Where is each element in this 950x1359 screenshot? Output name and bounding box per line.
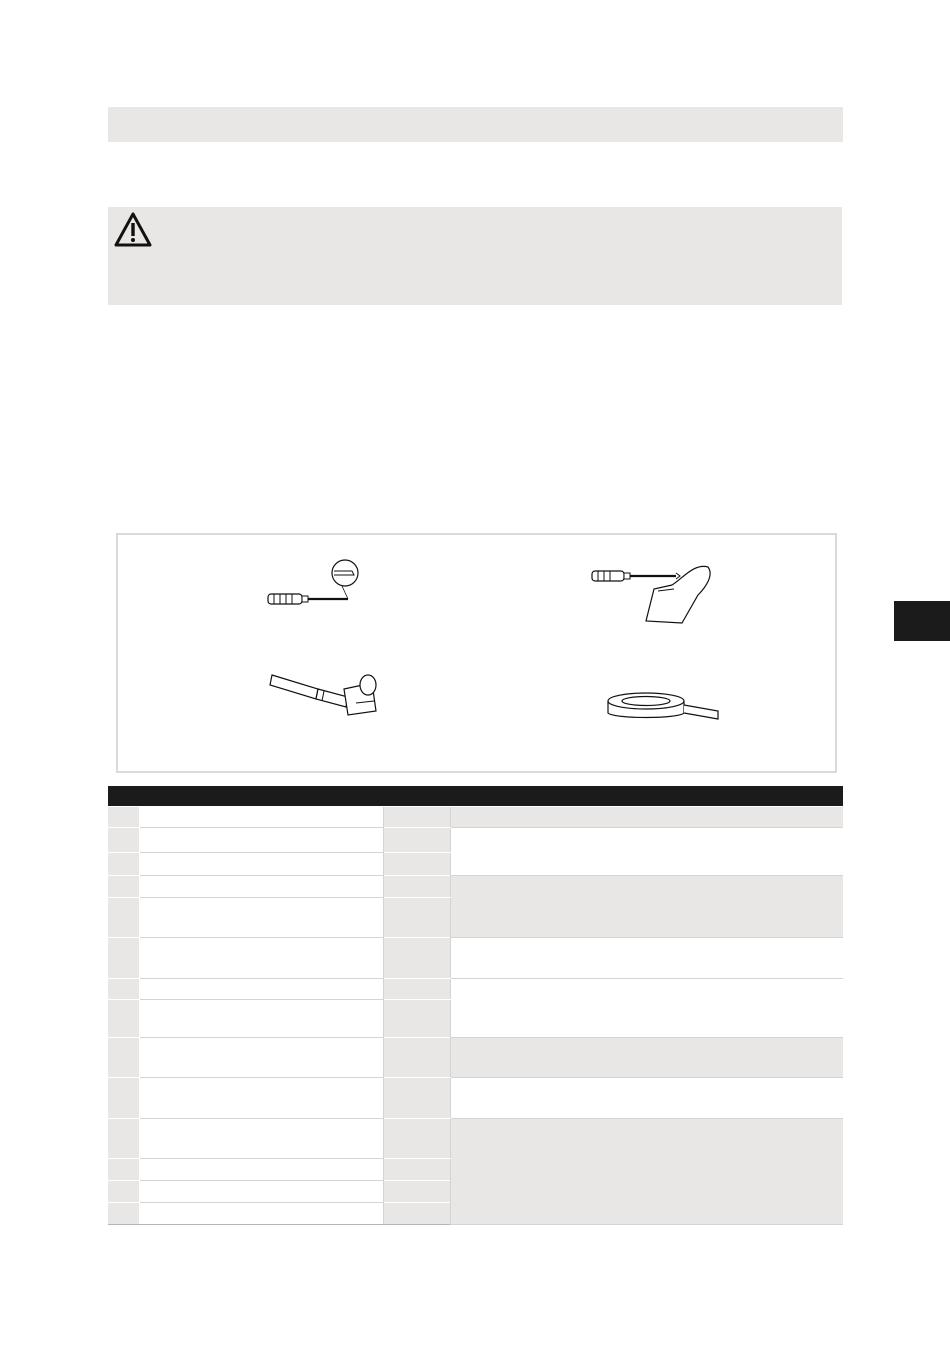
row-num xyxy=(108,898,139,938)
row-name xyxy=(139,1119,383,1159)
row-num xyxy=(108,979,139,1000)
row-num xyxy=(108,1119,139,1159)
row-note xyxy=(450,876,843,938)
row-note xyxy=(450,979,843,1038)
row-name xyxy=(139,853,383,876)
row-qty xyxy=(383,1078,450,1119)
row-note xyxy=(450,1078,843,1119)
flat-screwdriver-icon xyxy=(590,561,720,625)
table-header-row xyxy=(108,786,843,807)
row-name xyxy=(139,1038,383,1078)
tools-illustration-frame xyxy=(116,533,837,773)
table-row xyxy=(108,979,843,1000)
row-num xyxy=(108,1078,139,1119)
row-qty xyxy=(383,807,450,828)
table-row xyxy=(108,828,843,853)
row-num xyxy=(108,828,139,853)
phillips-screwdriver-icon xyxy=(266,559,366,611)
row-num xyxy=(108,807,139,828)
table-row xyxy=(108,938,843,979)
row-qty xyxy=(383,1119,450,1159)
row-name xyxy=(139,898,383,938)
row-qty xyxy=(383,938,450,979)
table-row xyxy=(108,1078,843,1119)
row-note xyxy=(450,828,843,876)
row-num xyxy=(108,938,139,979)
row-qty xyxy=(383,1038,450,1078)
row-name xyxy=(139,807,383,828)
table-row xyxy=(108,1038,843,1078)
row-qty xyxy=(383,979,450,1000)
chapter-tab xyxy=(894,601,950,641)
row-qty xyxy=(383,1000,450,1038)
row-qty xyxy=(383,828,450,853)
rubber-mallet-icon xyxy=(268,667,384,723)
row-name xyxy=(139,1181,383,1203)
row-name xyxy=(139,876,383,898)
header-qty xyxy=(383,786,450,807)
row-qty xyxy=(383,1181,450,1203)
row-name xyxy=(139,828,383,853)
header-note xyxy=(450,786,843,807)
row-note xyxy=(450,1119,843,1225)
row-name xyxy=(139,1078,383,1119)
row-num xyxy=(108,1000,139,1038)
warning-triangle-icon xyxy=(113,211,153,249)
row-num xyxy=(108,1203,139,1225)
parts-table xyxy=(108,786,843,1225)
section-heading-bar xyxy=(108,107,843,142)
row-name xyxy=(139,979,383,1000)
row-note xyxy=(450,1038,843,1078)
row-qty xyxy=(383,876,450,898)
row-note xyxy=(450,807,843,828)
row-qty xyxy=(383,1203,450,1225)
row-num xyxy=(108,1181,139,1203)
row-qty xyxy=(383,898,450,938)
row-num xyxy=(108,853,139,876)
table-row xyxy=(108,807,843,828)
table-row xyxy=(108,1119,843,1159)
row-name xyxy=(139,1203,383,1225)
row-num xyxy=(108,1159,139,1181)
row-qty xyxy=(383,853,450,876)
insulating-tape-icon xyxy=(606,689,722,725)
table-row xyxy=(108,876,843,898)
row-qty xyxy=(383,1159,450,1181)
row-num xyxy=(108,876,139,898)
header-num xyxy=(108,786,139,807)
row-name xyxy=(139,938,383,979)
header-name xyxy=(139,786,383,807)
row-num xyxy=(108,1038,139,1078)
row-note xyxy=(450,938,843,979)
row-name xyxy=(139,1159,383,1181)
warning-box xyxy=(108,207,842,305)
row-name xyxy=(139,1000,383,1038)
